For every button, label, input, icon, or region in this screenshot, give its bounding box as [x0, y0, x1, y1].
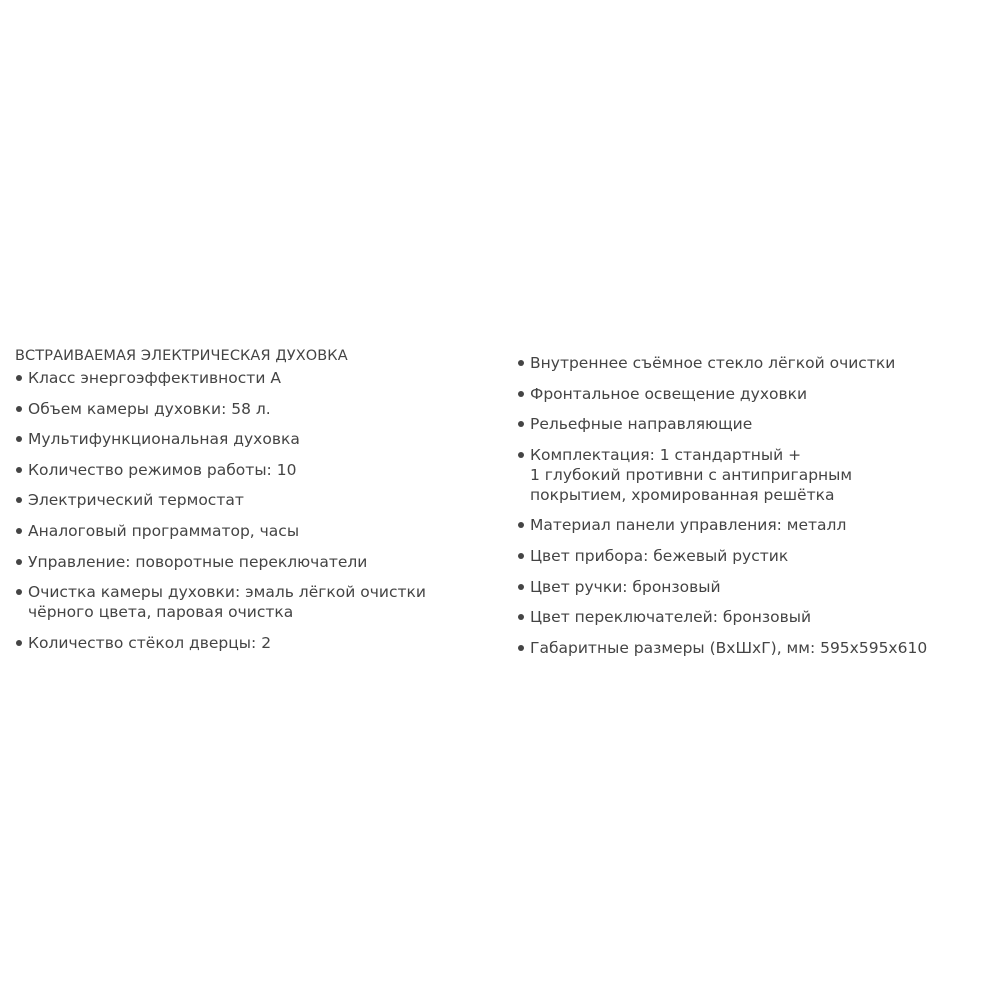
bullet-icon	[16, 640, 22, 646]
bullet-icon	[16, 375, 22, 381]
bullet-icon	[16, 559, 22, 565]
spec-item-label: Комплектация: 1 стандартный + 1 глубокий противни с антипригарным покрытием, хромированная решётка	[530, 445, 853, 504]
bullet-icon	[16, 497, 22, 503]
spec-item-label: Электрический термостат	[28, 491, 244, 510]
spec-item-label: Цвет переключателей: бронзовый	[530, 608, 812, 627]
left-column	[15, 345, 485, 663]
bullet-icon	[16, 436, 22, 442]
bullet-icon	[16, 528, 22, 534]
spec-item-label: Цвет прибора: бежевый рустик	[530, 546, 789, 565]
spec-item	[517, 353, 987, 373]
spec-item	[517, 445, 987, 505]
spec-item	[517, 384, 987, 404]
spec-item-label: Очистка камеры духовки: эмаль лёгкой очистки чёрного цвета, паровая очистка	[28, 583, 426, 622]
bullet-icon	[518, 553, 524, 559]
spec-item	[517, 607, 987, 627]
spec-item	[15, 521, 485, 541]
bullet-icon	[518, 391, 524, 397]
spec-item	[517, 546, 987, 566]
spec-item	[15, 460, 485, 480]
spec-item-label: Рельефные направляющие	[530, 415, 753, 434]
spec-item	[15, 633, 485, 653]
spec-item-label: Управление: поворотные переключатели	[28, 552, 368, 571]
spec-item-label: Материал панели управления: металл	[530, 516, 847, 535]
bullet-icon	[16, 467, 22, 473]
spec-item-label: Количество стёкол дверцы: 2	[28, 633, 272, 652]
bullet-icon	[16, 406, 22, 412]
bullet-icon	[16, 589, 22, 595]
spec-item	[517, 577, 987, 597]
spec-item	[15, 368, 485, 388]
spec-item	[517, 515, 987, 535]
spec-item-label: Фронтальное освещение духовки	[530, 384, 808, 403]
spec-item	[15, 399, 485, 419]
bullet-icon	[518, 614, 524, 620]
bullet-icon	[518, 522, 524, 528]
spec-item-label: Количество режимов работы: 10	[28, 460, 297, 479]
spec-item-label: Объем камеры духовки: 58 л.	[28, 399, 271, 418]
spec-item-label: Цвет ручки: бронзовый	[530, 577, 721, 596]
bullet-icon	[518, 421, 524, 427]
spec-item	[15, 490, 485, 510]
spec-item	[15, 429, 485, 449]
spec-item-label: Класс энергоэффективности А	[28, 369, 281, 387]
spec-title: ВСТРАИВАЕМАЯ ЭЛЕКТРИЧЕСКАЯ ДУХОВКА	[15, 348, 348, 364]
spec-item-label: Габаритные размеры (ВхШхГ), мм: 595х595х610	[530, 638, 928, 657]
bullet-icon	[518, 584, 524, 590]
spec-item-label: Мультифункциональная духовка	[28, 430, 300, 449]
spec-item	[15, 552, 485, 572]
spec-item-label: Внутреннее съёмное стекло лёгкой очистки	[530, 354, 896, 372]
spec-item-label: Аналоговый программатор, часы	[28, 521, 300, 540]
right-column	[517, 353, 987, 668]
bullet-icon	[518, 452, 524, 458]
spec-item	[517, 638, 987, 658]
spec-item	[517, 414, 987, 434]
bullet-icon	[518, 645, 524, 651]
bullet-icon	[518, 360, 524, 366]
spec-item	[15, 582, 485, 622]
